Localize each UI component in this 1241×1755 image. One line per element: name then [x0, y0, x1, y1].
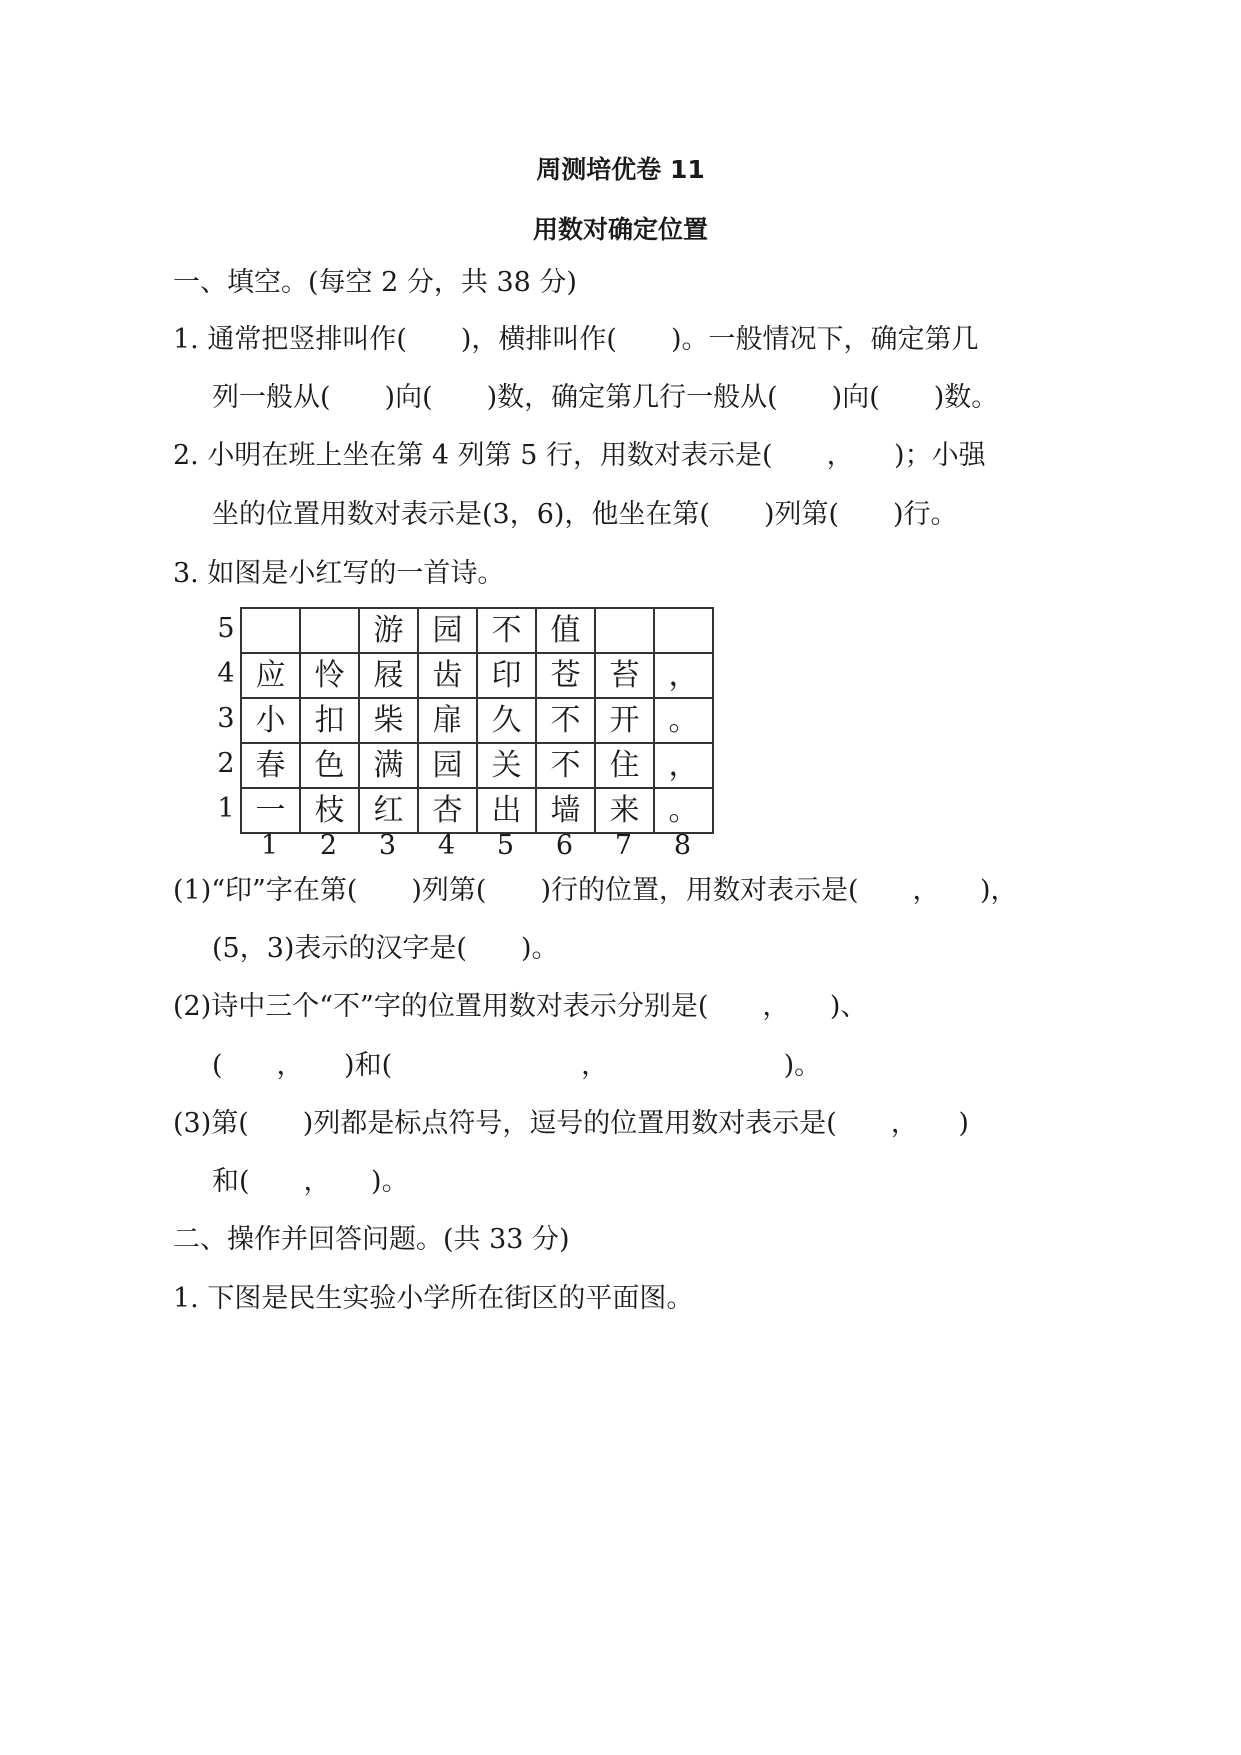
grid-cell: 不	[477, 608, 536, 653]
grid-cell	[595, 608, 654, 653]
grid-row-1	[241, 788, 713, 833]
q1-line1: 1. 通常把竖排叫作( )，横排叫作( )。一般情况下，确定第几	[173, 324, 979, 355]
col-label: 8	[673, 830, 692, 861]
q2-line1: 2. 小明在班上坐在第 4 列第 5 行，用数对表示是( ， )；小强	[173, 440, 986, 471]
grid-cell: 来	[595, 788, 654, 833]
grid-cell	[241, 608, 300, 653]
q3-sub3-line2: 和( ， )。	[212, 1166, 409, 1197]
grid-cell: 园	[418, 743, 477, 788]
grid-cell: 关	[477, 743, 536, 788]
grid-cell: ，	[654, 653, 713, 698]
page-title: 周测培优卷 11	[536, 155, 705, 184]
grid-cell: 值	[536, 608, 595, 653]
grid-cell: 墙	[536, 788, 595, 833]
poem-grid	[240, 607, 714, 834]
q3-sub1-line1: (1)“印”字在第( )列第( )行的位置，用数对表示是( ， )，	[173, 875, 1018, 906]
grid-cell: 一	[241, 788, 300, 833]
q3-sub1-line2: (5，3)表示的汉字是( )。	[212, 933, 559, 964]
grid-cell: 扣	[300, 698, 359, 743]
page-subtitle: 用数对确定位置	[532, 215, 708, 244]
grid-cell	[654, 608, 713, 653]
grid-cell: 杏	[418, 788, 477, 833]
grid-row-3	[241, 698, 713, 743]
grid-cell: 枝	[300, 788, 359, 833]
row-label: 5	[217, 613, 235, 644]
grid-cell: 出	[477, 788, 536, 833]
q2-line2: 坐的位置用数对表示是(3，6)，他坐在第( )列第( )行。	[212, 499, 958, 530]
grid-cell: 小	[241, 698, 300, 743]
col-label: 3	[378, 830, 397, 861]
q3-sub2-line1: (2)诗中三个“不”字的位置用数对表示分别是( ， )、	[173, 991, 868, 1022]
grid-cell: 春	[241, 743, 300, 788]
col-label: 5	[496, 830, 515, 861]
grid-cell: 怜	[300, 653, 359, 698]
grid-cell: 不	[536, 698, 595, 743]
grid-cell	[300, 608, 359, 653]
grid-cell: 屐	[359, 653, 418, 698]
row-label: 4	[217, 658, 235, 689]
col-label: 1	[260, 830, 279, 861]
grid-cell: 印	[477, 653, 536, 698]
grid-cell: 不	[536, 743, 595, 788]
row-label: 3	[217, 703, 235, 734]
grid-cell: 住	[595, 743, 654, 788]
grid-cell: 开	[595, 698, 654, 743]
grid-cell: 。	[654, 698, 713, 743]
grid-cell: 扉	[418, 698, 477, 743]
q3-intro: 3. 如图是小红写的一首诗。	[173, 558, 505, 589]
row-label: 1	[217, 793, 235, 824]
q3-sub2-line2: ( ， )和( ， )。	[212, 1050, 822, 1081]
col-label: 7	[614, 830, 633, 861]
grid-cell: 满	[359, 743, 418, 788]
q3-sub3-line1: (3)第( )列都是标点符号，逗号的位置用数对表示是( ， )	[173, 1108, 969, 1139]
section2-q1: 1. 下图是民生实验小学所在街区的平面图。	[173, 1283, 694, 1314]
row-label: 2	[217, 748, 235, 779]
grid-cell: 苔	[595, 653, 654, 698]
grid-cell: 。	[654, 788, 713, 833]
q1-line2: 列一般从( )向( )数，确定第几行一般从( )向( )数。	[212, 382, 999, 413]
grid-cell: 红	[359, 788, 418, 833]
col-label: 6	[555, 830, 574, 861]
grid-row-5	[241, 608, 713, 653]
grid-cell: 色	[300, 743, 359, 788]
grid-cell: 游	[359, 608, 418, 653]
col-label: 2	[319, 830, 338, 861]
grid-row-2	[241, 743, 713, 788]
grid-cell: 园	[418, 608, 477, 653]
poem-table	[240, 607, 714, 834]
section2-heading: 二、操作并回答问题。(共 33 分)	[173, 1224, 570, 1255]
grid-row-4	[241, 653, 713, 698]
grid-cell: 齿	[418, 653, 477, 698]
grid-cell: ，	[654, 743, 713, 788]
section1-heading: 一、填空。(每空 2 分，共 38 分)	[173, 267, 577, 298]
grid-cell: 久	[477, 698, 536, 743]
grid-cell: 苍	[536, 653, 595, 698]
grid-cell: 柴	[359, 698, 418, 743]
col-label: 4	[437, 830, 456, 861]
grid-cell: 应	[241, 653, 300, 698]
